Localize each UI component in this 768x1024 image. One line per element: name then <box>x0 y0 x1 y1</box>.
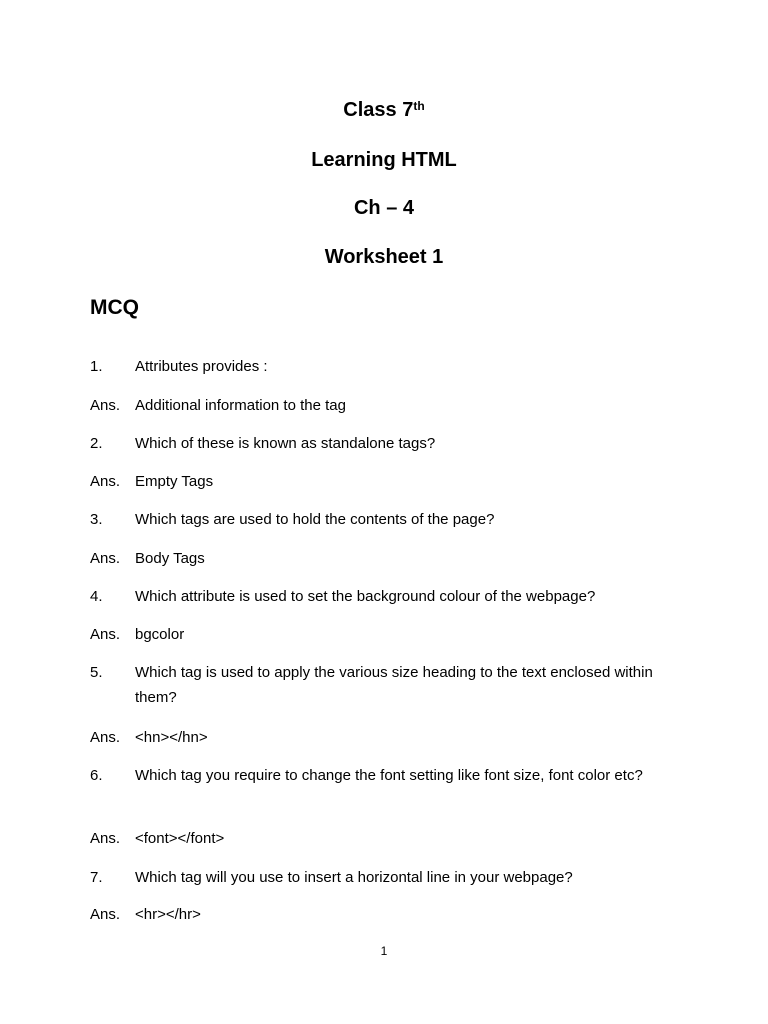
question-text: Which attribute is used to set the background colour of the webpage? <box>135 588 596 605</box>
answer-label: Ans. <box>90 906 121 923</box>
question-text: Attributes provides : <box>135 358 268 375</box>
answer-label: Ans. <box>90 830 121 847</box>
answer-text: bgcolor <box>135 626 185 643</box>
answer-label: Ans. <box>90 729 121 746</box>
question-text: Which tags are used to hold the contents of the page? <box>135 511 495 528</box>
answer-label: Ans. <box>90 550 121 567</box>
question-text: Which tag is used to apply the various size heading to the text enclosed within them? <box>135 664 653 706</box>
class-superscript: th <box>413 99 425 113</box>
question-text: Which of these is known as standalone tags? <box>135 435 436 452</box>
answer-text: <hn></hn> <box>135 729 208 746</box>
question-number: 2. <box>90 435 103 452</box>
answer-text: Body Tags <box>135 550 205 567</box>
question-number: 7. <box>90 869 103 886</box>
answer-label: Ans. <box>90 626 121 643</box>
question-number: 4. <box>90 588 103 605</box>
question-number: 5. <box>90 664 103 681</box>
answer-text: Empty Tags <box>135 473 214 490</box>
answer-label: Ans. <box>90 397 121 414</box>
answer-text: Additional information to the tag <box>135 397 346 414</box>
answer-label: Ans. <box>90 473 121 490</box>
section-title: MCQ <box>90 296 139 319</box>
class-label: Class 7 <box>343 99 414 121</box>
subject-title: Learning HTML <box>311 149 457 171</box>
page-number: 1 <box>380 944 388 958</box>
question-text: Which tag will you use to insert a horizontal line in your webpage? <box>135 869 573 886</box>
question-text: Which tag you require to change the font setting like font size, font color etc? <box>135 767 643 784</box>
question-number: 6. <box>90 767 103 784</box>
question-number: 3. <box>90 511 103 528</box>
class-title <box>0 98 768 122</box>
answer-text: <hr></hr> <box>135 906 201 923</box>
worksheet-title: Worksheet 1 <box>324 246 444 268</box>
question-number: 1. <box>90 358 103 375</box>
chapter-title: Ch – 4 <box>353 197 415 219</box>
answer-text: <font></font> <box>135 830 225 847</box>
